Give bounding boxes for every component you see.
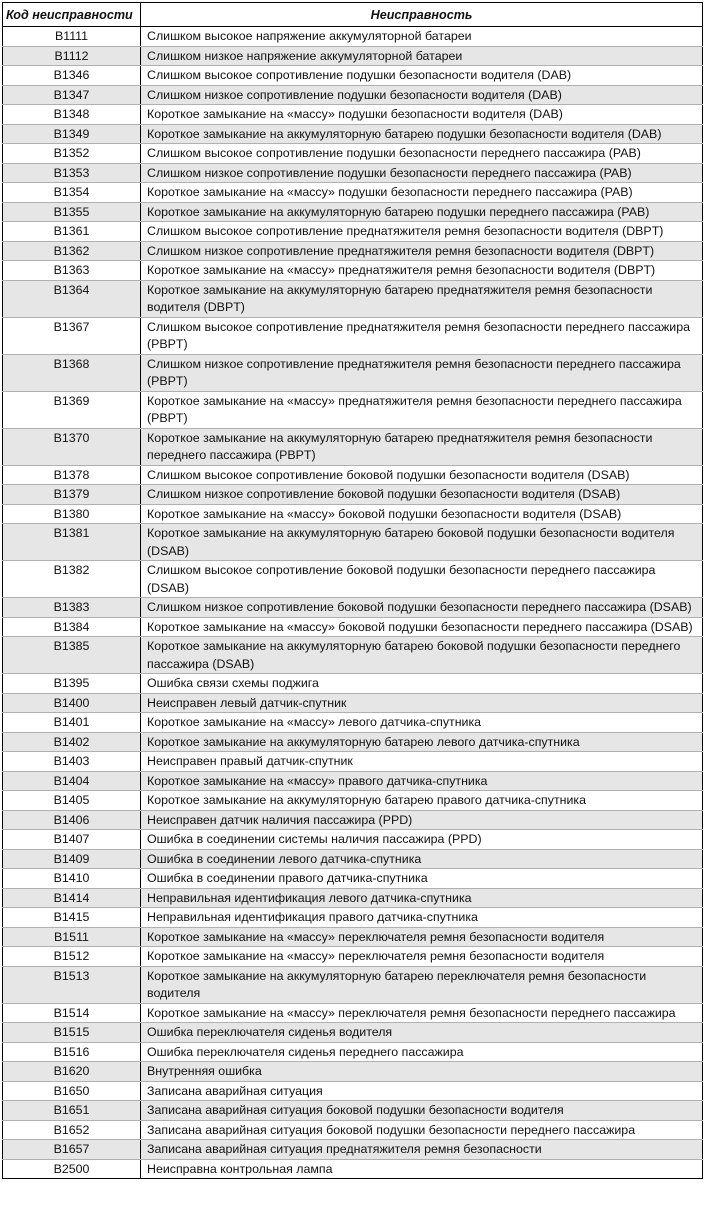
- fault-code-cell: B1403: [3, 752, 141, 772]
- table-row: [3, 693, 703, 713]
- table-row: [3, 183, 703, 203]
- table-row: [3, 752, 703, 772]
- fault-description-cell: Ошибка в соединении системы наличия пассажира (PPD): [141, 830, 703, 850]
- table-row: [3, 428, 703, 465]
- table-row: [3, 46, 703, 66]
- fault-description-cell: Записана аварийная ситуация преднатяжителя ремня безопасности: [141, 1140, 703, 1160]
- table-row: [3, 1159, 703, 1179]
- fault-description-cell: Короткое замыкание на аккумуляторную батарею преднатяжителя ремня безопасности водителя (DBPT): [141, 280, 703, 317]
- table-row: [3, 713, 703, 733]
- fault-code-cell: B1379: [3, 485, 141, 505]
- fault-code-cell: B1383: [3, 598, 141, 618]
- table-row: [3, 1042, 703, 1062]
- fault-code-cell: B1361: [3, 222, 141, 242]
- fault-code-cell: B1368: [3, 354, 141, 391]
- fault-code-cell: B1400: [3, 693, 141, 713]
- table-row: [3, 27, 703, 47]
- table-row: [3, 849, 703, 869]
- fault-description-cell: Короткое замыкание на аккумуляторную батарею преднатяжителя ремня безопасности переднего пассажира (PBPT): [141, 428, 703, 465]
- fault-code-table-wrapper: [2, 2, 702, 1179]
- fault-code-cell: B1406: [3, 810, 141, 830]
- fault-description-cell: Неисправен правый датчик-спутник: [141, 752, 703, 772]
- fault-description-cell: Записана аварийная ситуация боковой подушки безопасности переднего пассажира: [141, 1120, 703, 1140]
- fault-code-cell: B2500: [3, 1159, 141, 1179]
- fault-description-cell: Внутренняя ошибка: [141, 1062, 703, 1082]
- table-row: [3, 810, 703, 830]
- table-row: [3, 771, 703, 791]
- fault-description-cell: Неправильная идентификация левого датчика-спутника: [141, 888, 703, 908]
- table-row: [3, 163, 703, 183]
- fault-description-cell: Короткое замыкание на «массу» левого датчика-спутника: [141, 713, 703, 733]
- fault-description-cell: Короткое замыкание на аккумуляторную батарею подушки переднего пассажира (PAB): [141, 202, 703, 222]
- fault-code-cell: B1364: [3, 280, 141, 317]
- fault-description-cell: Короткое замыкание на «массу» переключателя ремня безопасности водителя: [141, 927, 703, 947]
- fault-description-cell: Короткое замыкание на «массу» переключателя ремня безопасности переднего пассажира: [141, 1003, 703, 1023]
- fault-description-cell: Короткое замыкание на «массу» преднатяжителя ремня безопасности водителя (DBPT): [141, 261, 703, 281]
- fault-code-cell: B1346: [3, 66, 141, 86]
- table-row: [3, 637, 703, 674]
- table-row: [3, 105, 703, 125]
- fault-code-cell: B1620: [3, 1062, 141, 1082]
- fault-code-cell: B1112: [3, 46, 141, 66]
- fault-code-cell: B1515: [3, 1023, 141, 1043]
- table-row: [3, 1120, 703, 1140]
- fault-description-cell: Короткое замыкание на аккумуляторную батарею левого датчика-спутника: [141, 732, 703, 752]
- fault-code-cell: B1404: [3, 771, 141, 791]
- table-row: [3, 1101, 703, 1121]
- fault-code-cell: B1414: [3, 888, 141, 908]
- fault-code-cell: B1513: [3, 966, 141, 1003]
- fault-code-cell: B1353: [3, 163, 141, 183]
- fault-description-cell: Слишком высокое сопротивление преднатяжителя ремня безопасности водителя (DBPT): [141, 222, 703, 242]
- table-row: [3, 1023, 703, 1043]
- fault-code-cell: B1405: [3, 791, 141, 811]
- fault-description-cell: Короткое замыкание на аккумуляторную батарею подушки безопасности водителя (DAB): [141, 124, 703, 144]
- table-row: [3, 869, 703, 889]
- fault-description-cell: Ошибка в соединении левого датчика-спутника: [141, 849, 703, 869]
- fault-description-cell: Короткое замыкание на «массу» преднатяжителя ремня безопасности переднего пассажира (PBPT): [141, 391, 703, 428]
- fault-description-cell: Слишком низкое сопротивление преднатяжителя ремня безопасности переднего пассажира (PBPT): [141, 354, 703, 391]
- fault-code-cell: B1382: [3, 561, 141, 598]
- fault-description-cell: Неисправен левый датчик-спутник: [141, 693, 703, 713]
- table-row: [3, 966, 703, 1003]
- fault-code-cell: B1348: [3, 105, 141, 125]
- fault-description-cell: Слишком высокое сопротивление боковой подушки безопасности водителя (DSAB): [141, 465, 703, 485]
- table-row: [3, 1140, 703, 1160]
- fault-code-cell: B1512: [3, 947, 141, 967]
- fault-code-cell: B1370: [3, 428, 141, 465]
- header-code: Код неисправности: [3, 3, 141, 27]
- fault-description-cell: Короткое замыкание на «массу» правого датчика-спутника: [141, 771, 703, 791]
- table-row: [3, 674, 703, 694]
- table-row: [3, 202, 703, 222]
- fault-description-cell: Короткое замыкание на аккумуляторную батарею боковой подушки безопасности переднего пассажира (DSAB): [141, 637, 703, 674]
- fault-description-cell: Ошибка переключателя сиденья водителя: [141, 1023, 703, 1043]
- table-row: [3, 280, 703, 317]
- fault-code-cell: B1369: [3, 391, 141, 428]
- fault-code-cell: B1354: [3, 183, 141, 203]
- fault-code-cell: B1409: [3, 849, 141, 869]
- fault-description-cell: Слишком низкое сопротивление боковой подушки безопасности водителя (DSAB): [141, 485, 703, 505]
- table-row: [3, 354, 703, 391]
- fault-description-cell: Ошибка переключателя сиденья переднего пассажира: [141, 1042, 703, 1062]
- fault-description-cell: Слишком высокое сопротивление подушки безопасности переднего пассажира (PAB): [141, 144, 703, 164]
- table-row: [3, 908, 703, 928]
- fault-description-cell: Короткое замыкание на «массу» подушки безопасности переднего пассажира (PAB): [141, 183, 703, 203]
- fault-code-cell: B1401: [3, 713, 141, 733]
- fault-code-cell: B1367: [3, 317, 141, 354]
- fault-description-cell: Короткое замыкание на аккумуляторную батарею переключателя ремня безопасности водителя: [141, 966, 703, 1003]
- table-row: [3, 927, 703, 947]
- table-row: [3, 144, 703, 164]
- fault-description-cell: Короткое замыкание на «массу» боковой подушки безопасности переднего пассажира (DSAB): [141, 617, 703, 637]
- table-row: [3, 791, 703, 811]
- table-row: [3, 524, 703, 561]
- fault-code-cell: B1381: [3, 524, 141, 561]
- table-row: [3, 598, 703, 618]
- fault-description-cell: Слишком высокое сопротивление подушки безопасности водителя (DAB): [141, 66, 703, 86]
- table-row: [3, 947, 703, 967]
- fault-description-cell: Ошибка в соединении правого датчика-спутника: [141, 869, 703, 889]
- fault-code-cell: B1657: [3, 1140, 141, 1160]
- table-body: [3, 27, 703, 1179]
- fault-code-cell: B1652: [3, 1120, 141, 1140]
- fault-description-cell: Слишком низкое сопротивление боковой подушки безопасности переднего пассажира (DSAB): [141, 598, 703, 618]
- table-row: [3, 1081, 703, 1101]
- fault-description-cell: Записана аварийная ситуация: [141, 1081, 703, 1101]
- fault-description-cell: Короткое замыкание на аккумуляторную батарею правого датчика-спутника: [141, 791, 703, 811]
- fault-description-cell: Слишком высокое напряжение аккумуляторной батареи: [141, 27, 703, 47]
- fault-description-cell: Короткое замыкание на «массу» боковой подушки безопасности водителя (DSAB): [141, 504, 703, 524]
- table-row: [3, 617, 703, 637]
- fault-description-cell: Слишком низкое напряжение аккумуляторной батареи: [141, 46, 703, 66]
- fault-code-cell: B1650: [3, 1081, 141, 1101]
- fault-code-cell: B1511: [3, 927, 141, 947]
- table-row: [3, 1003, 703, 1023]
- fault-code-cell: B1352: [3, 144, 141, 164]
- fault-description-cell: Слишком низкое сопротивление подушки безопасности переднего пассажира (PAB): [141, 163, 703, 183]
- fault-code-cell: B1380: [3, 504, 141, 524]
- fault-description-cell: Ошибка связи схемы поджига: [141, 674, 703, 694]
- fault-description-cell: Неправильная идентификация правого датчика-спутника: [141, 908, 703, 928]
- table-row: [3, 317, 703, 354]
- fault-code-cell: B1347: [3, 85, 141, 105]
- fault-code-cell: B1111: [3, 27, 141, 47]
- fault-code-cell: B1363: [3, 261, 141, 281]
- table-header: [3, 3, 703, 27]
- fault-description-cell: Короткое замыкание на «массу» подушки безопасности водителя (DAB): [141, 105, 703, 125]
- fault-code-cell: B1415: [3, 908, 141, 928]
- header-description: Неисправность: [141, 3, 703, 27]
- fault-code-cell: B1395: [3, 674, 141, 694]
- fault-description-cell: Слишком низкое сопротивление преднатяжителя ремня безопасности водителя (DBPT): [141, 241, 703, 261]
- header-row: [3, 3, 703, 27]
- fault-description-cell: Короткое замыкание на «массу» переключателя ремня безопасности водителя: [141, 947, 703, 967]
- fault-code-cell: B1514: [3, 1003, 141, 1023]
- table-row: [3, 241, 703, 261]
- table-row: [3, 504, 703, 524]
- fault-description-cell: Слишком низкое сопротивление подушки безопасности водителя (DAB): [141, 85, 703, 105]
- fault-description-cell: Неисправен датчик наличия пассажира (PPD): [141, 810, 703, 830]
- table-row: [3, 465, 703, 485]
- table-row: [3, 124, 703, 144]
- fault-code-cell: B1378: [3, 465, 141, 485]
- fault-code-cell: B1362: [3, 241, 141, 261]
- fault-code-table: [2, 2, 703, 1179]
- fault-code-cell: B1651: [3, 1101, 141, 1121]
- fault-code-cell: B1407: [3, 830, 141, 850]
- fault-description-cell: Неисправна контрольная лампа: [141, 1159, 703, 1179]
- fault-code-cell: B1349: [3, 124, 141, 144]
- fault-code-cell: B1410: [3, 869, 141, 889]
- fault-code-cell: B1402: [3, 732, 141, 752]
- table-row: [3, 222, 703, 242]
- fault-code-cell: B1385: [3, 637, 141, 674]
- table-row: [3, 391, 703, 428]
- table-row: [3, 66, 703, 86]
- table-row: [3, 261, 703, 281]
- table-row: [3, 485, 703, 505]
- fault-description-cell: Записана аварийная ситуация боковой подушки безопасности водителя: [141, 1101, 703, 1121]
- table-row: [3, 888, 703, 908]
- table-row: [3, 732, 703, 752]
- fault-code-cell: B1384: [3, 617, 141, 637]
- table-row: [3, 830, 703, 850]
- table-row: [3, 561, 703, 598]
- fault-code-cell: B1355: [3, 202, 141, 222]
- fault-code-cell: B1516: [3, 1042, 141, 1062]
- table-row: [3, 85, 703, 105]
- fault-description-cell: Слишком высокое сопротивление преднатяжителя ремня безопасности переднего пассажира (PBPT): [141, 317, 703, 354]
- fault-description-cell: Слишком высокое сопротивление боковой подушки безопасности переднего пассажира (DSAB): [141, 561, 703, 598]
- table-row: [3, 1062, 703, 1082]
- fault-description-cell: Короткое замыкание на аккумуляторную батарею боковой подушки безопасности водителя (DSAB): [141, 524, 703, 561]
